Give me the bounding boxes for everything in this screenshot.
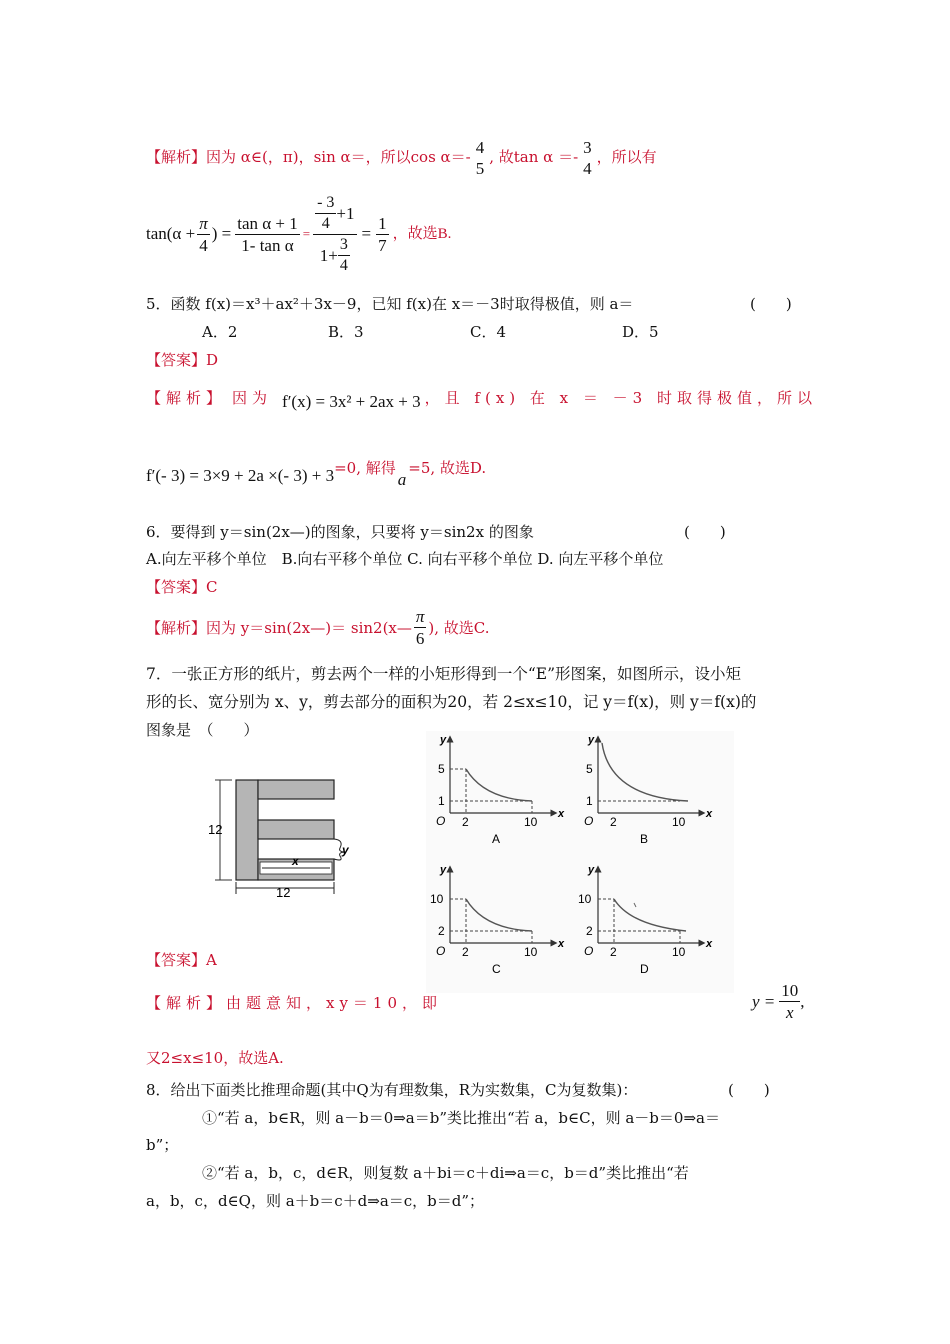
q4-jiexi-line	[146, 139, 657, 177]
y-low-label: 2	[438, 924, 445, 938]
q7-y-eq: y = $\frac{10}{x}$ ,	[752, 981, 805, 1022]
y-axis-label: y	[440, 734, 447, 746]
fraction-3-4: 3 4	[583, 138, 592, 178]
tick-2-label: 2	[462, 945, 469, 959]
q5-stem: 5．函数 f(x)＝x³＋ax²＋3x－9，已知 f(x)在 x＝－3时取得极值，则 a＝	[146, 295, 634, 313]
option-label: D	[640, 962, 649, 976]
fraction-1-7: $\frac{1}{7}$	[378, 213, 387, 255]
q5-option-b: B．3	[328, 323, 364, 341]
q6-jiexi: 【解析】因为 y＝sin(2x—)＝ sin2(x— $\frac{\pi}{6}$ ), 故选C.	[146, 607, 490, 648]
q7-stem-line1: 7．一张正方形的纸片，剪去两个一样的小矩形得到一个“E”形图案，如图所示，设小矩	[146, 665, 742, 683]
q5-option-c: C．4	[470, 323, 507, 341]
q5-option-a: A．2	[202, 323, 238, 341]
formula-eq2: =	[361, 224, 372, 243]
formula-eq-red: =	[302, 226, 311, 241]
option-label: C	[492, 962, 501, 976]
q7-answer: 【答案】A	[146, 951, 217, 969]
q7-stem-line2: 形的长、宽分别为 x、y，剪去部分的面积为20，若 2≤x≤10，记 y＝f(x)，则 y＝f(x)的	[146, 693, 757, 711]
jiexi-tag: 【解析】	[146, 148, 207, 166]
fraction-tan: $\frac{\text{tan α + 1}}{\text{1- tan α}}$	[237, 213, 298, 255]
y-high-label: 5	[586, 762, 593, 776]
tick-2-label: 2	[462, 815, 469, 829]
q6-paren: ( )	[684, 523, 726, 541]
graph-c	[430, 864, 565, 976]
tick-10-label: 10	[672, 945, 686, 959]
option-label: B	[640, 832, 649, 846]
curve	[614, 899, 686, 931]
q6-stem: 6．要得到 y＝sin(2x—)的图象，只要将 y＝sin2x 的图象	[146, 523, 534, 541]
tick-10-label: 10	[524, 945, 538, 959]
q8-item1-line1: ①“若 a，b∈R，则 a－b＝0⇒a＝b”类比推出“若 a，b∈C，则 a－b＝0⇒a＝	[202, 1109, 720, 1127]
origin-label: O	[584, 944, 594, 958]
q5-jiexi-line2: f′(- 3) = 3×9 + 2a ×(- 3) + 3 =0, 解得 a =5, 故选D.	[146, 459, 487, 489]
tick-10-label: 10	[672, 815, 686, 829]
y-axis-label: y	[440, 864, 447, 876]
q4-jiexi-text-a: 因为 α∈(，π)，sin α＝，所以cos α＝-	[206, 148, 471, 166]
y-low-label: 1	[438, 794, 445, 808]
q8-item1-line2: b”；	[146, 1136, 179, 1154]
tick-2-label: 2	[610, 815, 617, 829]
y-low-label: 2	[586, 924, 593, 938]
curve	[602, 743, 688, 801]
e-spine	[236, 780, 258, 880]
origin-label: O	[436, 944, 446, 958]
q7-stem-line3: 图象是 （ ）	[146, 721, 259, 739]
q5-answer: 【答案】D	[146, 351, 219, 369]
q7-jiexi: 【解析】由题意知，xy＝10，即	[146, 994, 443, 1012]
formula-eq: ) =	[211, 224, 232, 243]
fraction-compound: $\frac{- 3}{4}$ +1 1+ $\frac{3}{4}$	[313, 195, 356, 274]
formula-tail: ，故选B.	[392, 226, 452, 242]
tick-10-label: 10	[524, 815, 538, 829]
q7-option-graphs	[426, 731, 734, 993]
fraction-pi-6: $\frac{\pi}{6}$	[415, 607, 425, 648]
e-top-bar	[258, 780, 334, 799]
q6-options: A.向左平移个单位 B.向右平移个单位 C. 向右平移个单位 D. 向左平移个单位	[146, 550, 664, 568]
x-axis-label: x	[706, 808, 713, 820]
q8-item2-line1: ②“若 a，b，c，d∈R，则复数 a＋bi＝c＋di⇒a＝c，b＝d”类比推出“若	[202, 1164, 689, 1182]
graph-d	[578, 864, 713, 976]
curve	[466, 899, 532, 931]
tick-mark	[634, 903, 636, 907]
curve	[466, 769, 532, 801]
fraction-4-5: 4 5	[475, 138, 485, 178]
e-middle-bar	[258, 820, 334, 839]
y-axis-label: y	[588, 734, 595, 746]
q7-jiexi-line2: 又2≤x≤10，故选A.	[146, 1049, 284, 1067]
label-12-left: 12	[208, 822, 223, 837]
q8-paren: ( )	[728, 1081, 770, 1099]
e-shape-figure	[206, 768, 366, 900]
q8-stem: 8．给出下面类比推理命题(其中Q为有理数集，R为实数集，C为复数集)：	[146, 1081, 638, 1099]
q5-line2-math: f′(- 3) = 3×9 + 2a ×(- 3) + 3	[146, 466, 335, 485]
q5-paren: ( )	[750, 295, 792, 313]
y-high-label: 5	[438, 762, 445, 776]
fraction-10-x: $\frac{10}{x}$	[781, 981, 799, 1022]
graph-a	[436, 734, 565, 846]
q4-jiexi-text-c: ，所以有	[596, 148, 657, 166]
x-axis-label: x	[706, 938, 713, 950]
x-axis-label: x	[558, 938, 565, 950]
label-12-bottom: 12	[276, 885, 291, 900]
y-low-label: 1	[586, 794, 593, 808]
graph-b	[584, 734, 713, 846]
fraction-pi-4: $\frac{\pi}{4}$	[199, 213, 208, 255]
origin-label: O	[584, 814, 594, 828]
q6-answer: 【答案】C	[146, 578, 218, 596]
q8-item2-line2: a，b，c，d∈Q，则 a＋b＝c＋d⇒a＝c，b＝d”；	[146, 1192, 485, 1210]
x-axis-label: x	[558, 808, 565, 820]
origin-label: O	[436, 814, 446, 828]
q4-formula	[146, 186, 451, 282]
y-high-label: 10	[578, 892, 592, 906]
graphs-group	[430, 734, 713, 976]
formula-lhs: tan(α +	[146, 224, 196, 243]
y-axis-label: y	[588, 864, 595, 876]
q5-derivative: f′(x) = 3x² + 2ax + 3	[282, 392, 421, 411]
label-x: x	[292, 854, 299, 868]
label-y: y	[342, 843, 349, 857]
q4-jiexi-text-b: , 故tan α ＝-	[489, 148, 579, 166]
tick-2-label: 2	[610, 945, 617, 959]
option-label: A	[492, 832, 501, 846]
q5-jiexi-line: 【解析】 因为 f′(x) = 3x² + 2ax + 3 ，且 f(x) 在 x ＝ －3 时取得极值，所以	[146, 389, 817, 411]
y-high-label: 10	[430, 892, 444, 906]
q5-option-d: D．5	[622, 323, 659, 341]
